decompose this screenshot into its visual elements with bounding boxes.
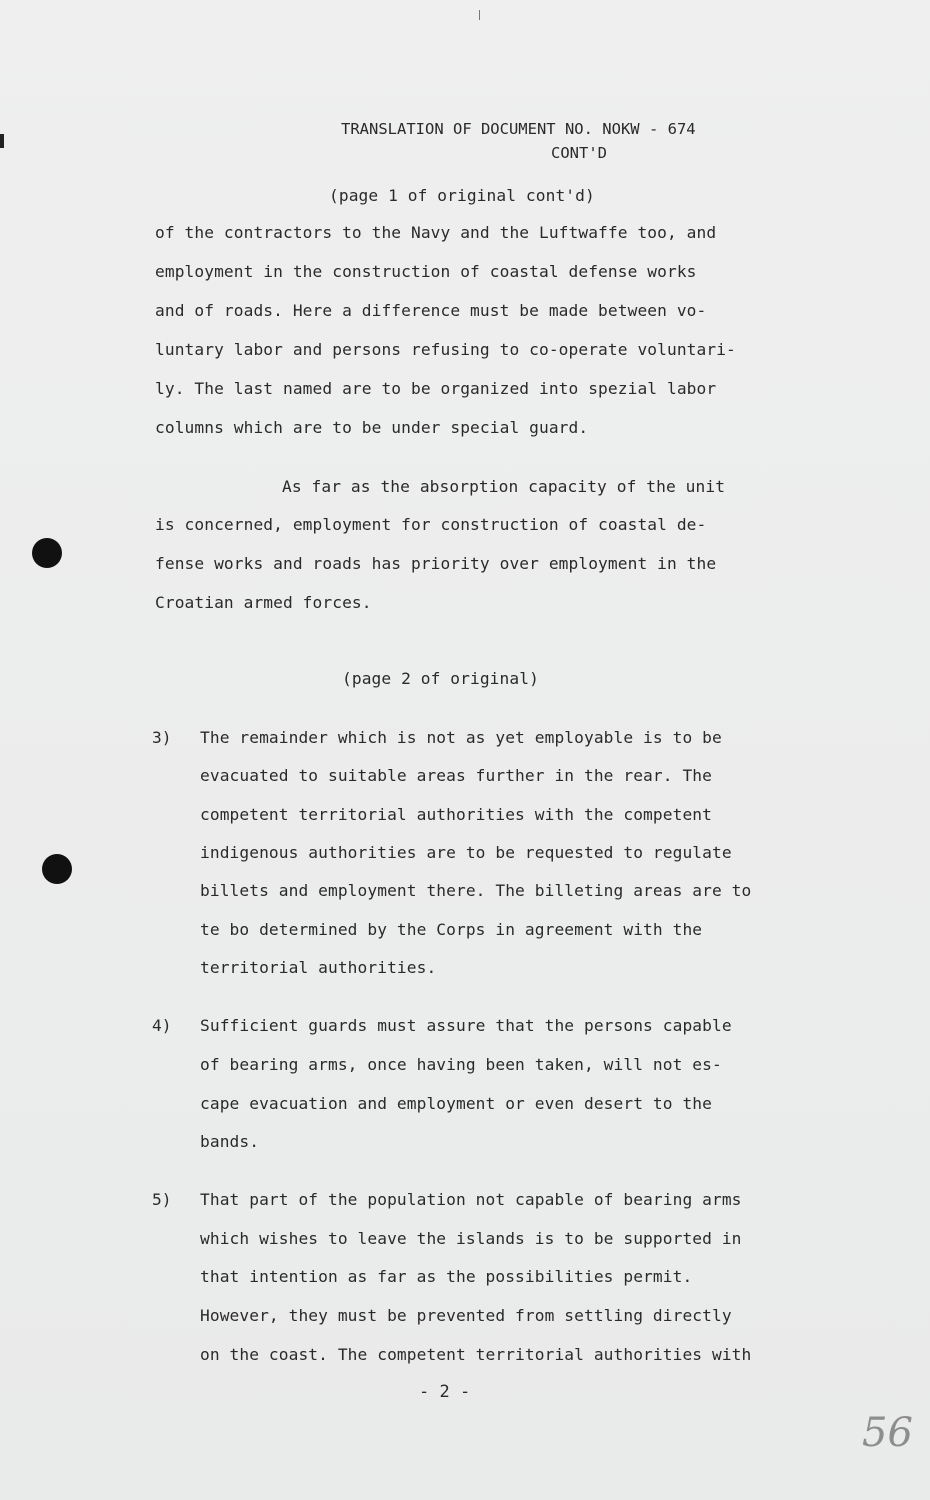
paragraph-line: fense works and roads has priority over employment in the xyxy=(155,554,717,573)
item-marker: 4) xyxy=(152,1016,172,1035)
paragraph-line: As far as the absorption capacity of the unit xyxy=(282,477,726,496)
paragraph-line: ly. The last named are to be organized into spezial labor xyxy=(155,379,717,398)
margin-mark xyxy=(0,134,4,148)
paragraph-line: is concerned, employment for construction of coastal de- xyxy=(155,515,707,534)
page-reference-note: (page 2 of original) xyxy=(342,669,539,688)
paragraph-line: columns which are to be under special guard. xyxy=(155,418,589,437)
punch-hole-upper xyxy=(32,538,62,568)
paragraph-line: employment in the construction of coastal defense works xyxy=(155,262,697,281)
item-line: bands. xyxy=(200,1132,260,1151)
item-line: on the coast. The competent territorial authorities with xyxy=(200,1345,752,1364)
item-line: of bearing arms, once having been taken, will not es- xyxy=(200,1055,722,1074)
item-line: cape evacuation and employment or even desert to the xyxy=(200,1094,712,1113)
document-title-continued: CONT'D xyxy=(551,144,607,162)
item-line: evacuated to suitable areas further in the rear. The xyxy=(200,766,712,785)
item-line: However, they must be prevented from settling directly xyxy=(200,1306,732,1325)
item-line: indigenous authorities are to be requested to regulate xyxy=(200,843,732,862)
page-reference-note: (page 1 of original cont'd) xyxy=(329,186,595,205)
handwritten-page-number: 56 xyxy=(862,1410,913,1456)
item-line: which wishes to leave the islands is to be supported in xyxy=(200,1229,742,1248)
paragraph-line: of the contractors to the Navy and the Luftwaffe too, and xyxy=(155,223,717,242)
page-number: - 2 - xyxy=(419,1382,471,1402)
document-title: TRANSLATION OF DOCUMENT NO. NOKW - 674 xyxy=(341,120,696,138)
paragraph-line: luntary labor and persons refusing to co-operate voluntari- xyxy=(155,340,736,359)
item-line: te bo determined by the Corps in agreement with the xyxy=(200,920,703,939)
item-marker: 3) xyxy=(152,728,172,747)
paragraph-line: Croatian armed forces. xyxy=(155,593,372,612)
item-line: The remainder which is not as yet employable is to be xyxy=(200,728,722,747)
paragraph-line: and of roads. Here a difference must be made between vo- xyxy=(155,301,707,320)
top-mark xyxy=(479,10,480,20)
punch-hole-lower xyxy=(42,854,72,884)
item-line: competent territorial authorities with the competent xyxy=(200,805,712,824)
item-line: That part of the population not capable of bearing arms xyxy=(200,1190,742,1209)
item-line: territorial authorities. xyxy=(200,958,437,977)
item-line: that intention as far as the possibilities permit. xyxy=(200,1267,693,1286)
item-marker: 5) xyxy=(152,1190,172,1209)
item-line: billets and employment there. The billeting areas are to xyxy=(200,881,752,900)
item-line: Sufficient guards must assure that the persons capable xyxy=(200,1016,732,1035)
